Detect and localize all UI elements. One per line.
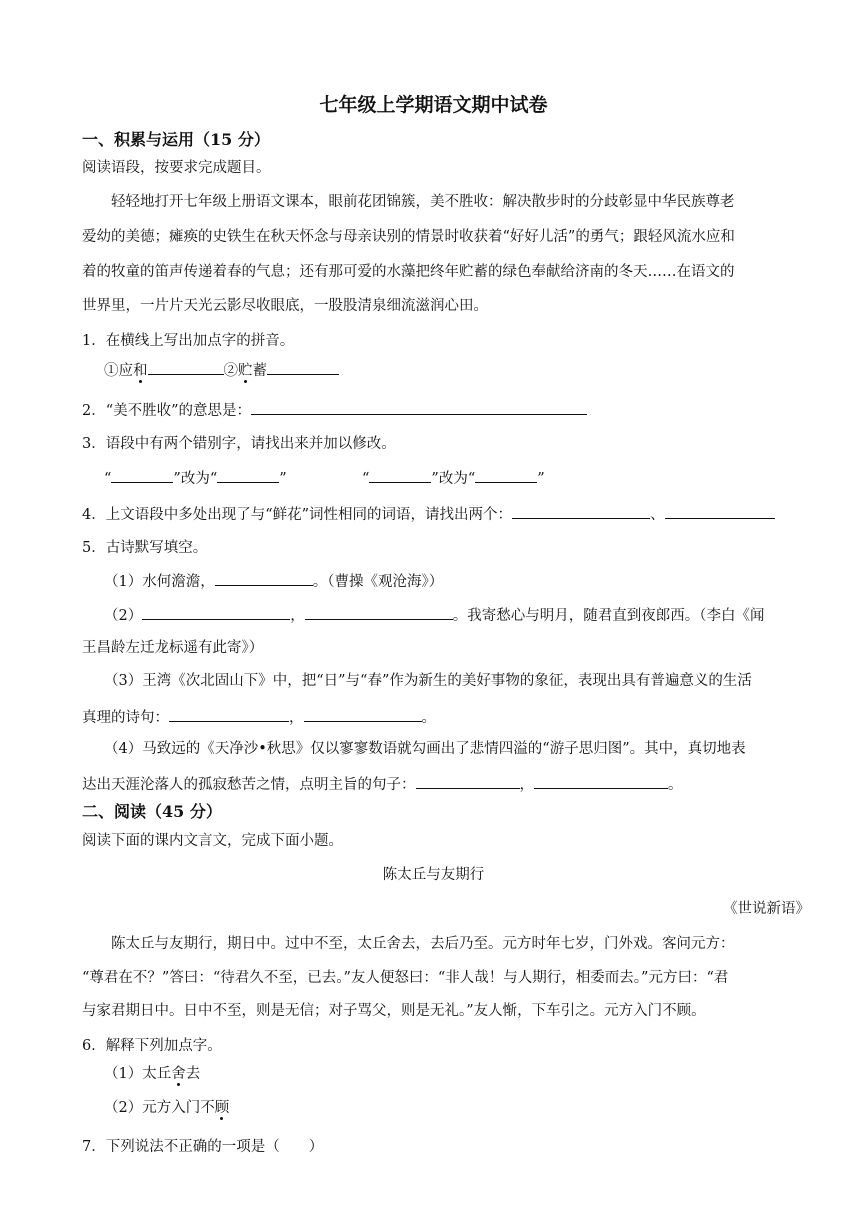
question-4-stem: 4．上文语段中多处出现了与“鲜花”词性相同的词语，请找出两个： <box>82 507 513 523</box>
passage-line: 着的牧童的笛声传递着春的气息；还有那可爱的水藻把终年贮蓄的绿色奉献给济南的冬天……在语文的 <box>82 264 735 280</box>
section2-instruction: 阅读下面的课内文言文，完成下面小题。 <box>82 833 343 849</box>
question-4 <box>82 502 775 526</box>
section1-instruction: 阅读语段，按要求完成题目。 <box>82 160 271 176</box>
quote-close: ” <box>537 471 545 487</box>
passage-line: 世界里，一片片天光云影尽收眼底，一股股清泉细流滋润心田。 <box>82 298 488 314</box>
answer-blank[interactable] <box>267 358 339 375</box>
q5-item1-text: （1）水何澹澹， <box>104 574 215 590</box>
q5-item4-prefix: 达出天涯沦落人的孤寂愁苦之情，点明主旨的句子： <box>82 777 416 793</box>
question-5-item-3: （3）王湾《次北固山下》中，把“日”与“春”作为新生的美好事物的象征，表现出具有普遍意义的生活 <box>104 673 752 689</box>
question-3-answer-2 <box>362 466 545 490</box>
q5-item2-text: 。我寄愁心与明月，随君直到夜郎西。（李白《闻 <box>452 608 765 624</box>
answer-blank[interactable] <box>512 502 650 519</box>
change-to-label: ”改为“ <box>173 471 218 487</box>
quote-close: ” <box>279 471 287 487</box>
classical-passage-line: 陈太丘与友期行，期日中。过中不至，太丘舍去，去后乃至。元方时年七岁，门外戏。客问元方： <box>111 936 735 952</box>
answer-blank[interactable] <box>665 502 775 519</box>
quote-open: “ <box>362 471 370 487</box>
change-to-label: ”改为“ <box>431 471 476 487</box>
q6-item1-prefix: （1）太丘 <box>104 1066 172 1082</box>
classical-text-source: 《世说新语》 <box>723 901 810 917</box>
question-3-answer-1 <box>104 466 287 490</box>
question-3-stem: 3．语段中有两个错别字，请找出来并加以修改。 <box>82 436 396 452</box>
classical-passage-line: 与家君期日中。日中不至，则是无信；对子骂父，则是无礼。”友人惭，下车引之。元方入门不顾。 <box>82 1003 706 1019</box>
q1-item2-dotted-char: 贮 <box>238 363 253 379</box>
q6-item1-dotted-char: 舍 <box>171 1066 186 1082</box>
answer-blank[interactable] <box>416 772 520 789</box>
q1-item2-suffix: 蓄 <box>252 363 267 379</box>
classical-passage-line: “尊君在不？”答曰：“待君久不至，已去。”友人便怒曰：“非人哉！与人期行，相委而去。”元方曰：“君 <box>82 970 729 986</box>
question-6-stem: 6．解释下列加点字。 <box>82 1038 222 1054</box>
comma: ， <box>289 710 304 726</box>
comma: ， <box>519 777 534 793</box>
answer-blank[interactable] <box>142 603 290 620</box>
question-2 <box>82 398 587 422</box>
answer-blank[interactable] <box>305 603 453 620</box>
classical-text-title: 陈太丘与友期行 <box>382 867 485 883</box>
question-5-stem: 5．古诗默写填空。 <box>82 540 208 556</box>
answer-blank[interactable] <box>369 466 431 483</box>
q1-item1-prefix: ①应 <box>104 363 133 379</box>
q6-item1-suffix: 去 <box>185 1066 201 1082</box>
passage-line: 爱幼的美德；瘫痪的史铁生在秋天怀念与母亲诀别的情景时收获着“好好儿活”的勇气；跟轻风流水应和 <box>82 229 735 245</box>
separator: 、 <box>650 507 665 523</box>
answer-blank[interactable] <box>148 358 224 375</box>
answer-blank[interactable] <box>251 398 587 415</box>
period: 。 <box>421 710 436 726</box>
q6-item2-prefix: （2）元方入门不 <box>104 1100 215 1116</box>
section-heading-accumulation: 一、积累与运用（15 分） <box>82 130 270 149</box>
question-1-items <box>104 358 339 382</box>
answer-blank[interactable] <box>215 569 313 586</box>
question-5-item-1 <box>104 569 443 593</box>
question-5-item-4: （4）马致远的《天净沙•秋思》仅以寥寥数语就勾画出了悲情四溢的“游子思归图”。其中，真切地表 <box>104 741 746 757</box>
question-5-item-2-cont: 王昌龄左迁龙标遥有此寄》） <box>82 640 264 656</box>
answer-blank[interactable] <box>169 705 289 722</box>
q6-item2-dotted-char: 顾 <box>214 1100 230 1116</box>
question-6-item-2 <box>104 1097 229 1119</box>
question-5-item-4-cont <box>82 772 683 796</box>
answer-blank[interactable] <box>217 466 279 483</box>
answer-blank[interactable] <box>475 466 537 483</box>
question-6-item-1 <box>104 1063 200 1085</box>
passage-line: 轻轻地打开七年级上册语文课本，眼前花团锦簇，美不胜收：解决散步时的分歧彰显中华民族尊老 <box>111 194 735 210</box>
q5-item2-number: （2） <box>104 608 143 624</box>
q5-item3-prefix: 真理的诗句： <box>82 710 169 726</box>
question-5-item-2 <box>104 603 764 627</box>
question-7-stem: 7．下列说法不正确的一项是（ ） <box>82 1139 324 1155</box>
question-2-stem: 2．“美不胜收”的意思是： <box>82 403 252 419</box>
q1-item1-dotted-char: 和 <box>133 363 148 379</box>
question-5-item-3-cont <box>82 705 436 729</box>
answer-blank[interactable] <box>111 466 173 483</box>
q1-item2-prefix: ② <box>223 363 238 379</box>
question-1-stem: 1．在横线上写出加点字的拼音。 <box>82 333 295 349</box>
quote-open: “ <box>104 471 112 487</box>
answer-blank[interactable] <box>534 772 668 789</box>
page-title: 七年级上学期语文期中试卷 <box>319 94 548 116</box>
period: 。 <box>668 777 683 793</box>
q5-item1-source: 。（曹操《观沧海》） <box>312 574 444 590</box>
section-heading-reading: 二、阅读（45 分） <box>82 802 222 821</box>
answer-blank[interactable] <box>304 705 422 722</box>
comma: ， <box>290 608 305 624</box>
